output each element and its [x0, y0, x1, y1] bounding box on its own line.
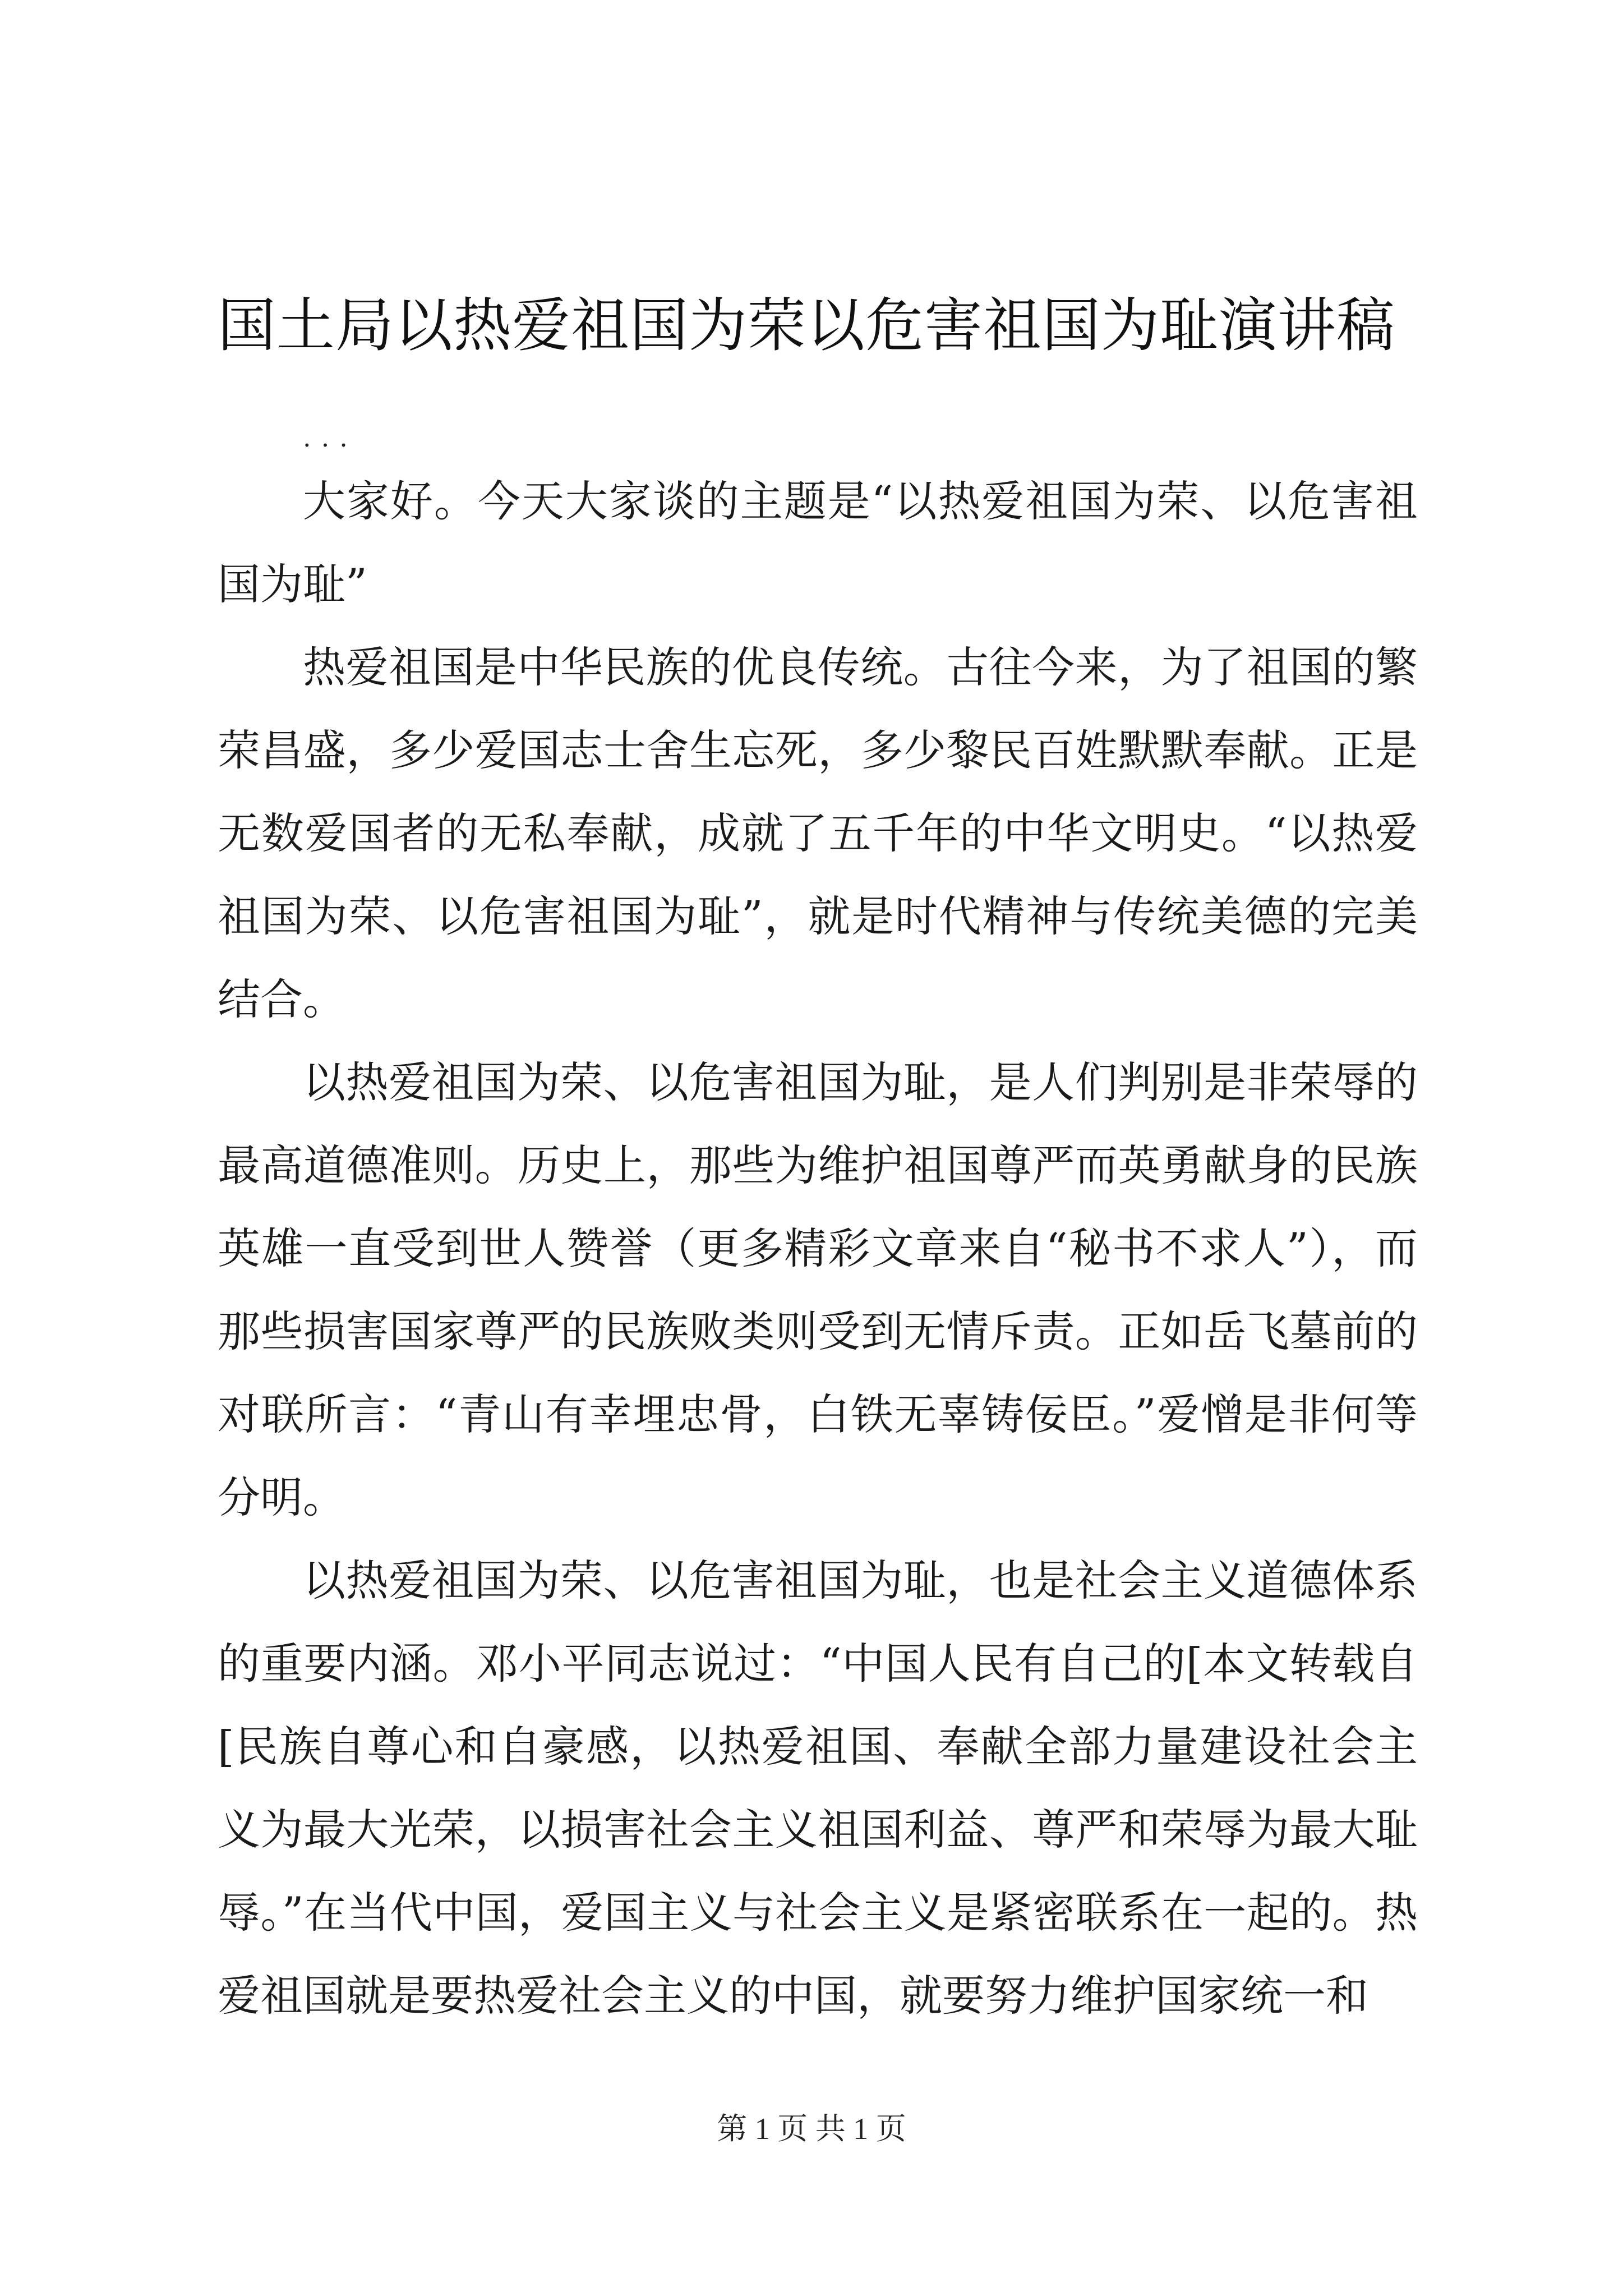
paragraph-tradition: 热爱祖国是中华民族的优良传统。古往今来，为了祖国的繁荣昌盛，多少爱国志士舍生忘死，多少黎民百姓默默奉献。正是无数爱国者的无私奉献，成就了五千年的中华文明史。“以热爱祖国为荣、以危害祖国为耻”，就是时代精神与传统美德的完美结合。	[218, 642, 1418, 1024]
document-body	[218, 460, 1418, 2037]
paragraph-socialist-morality: 以热爱祖国为荣、以危害祖国为耻，也是社会主义道德体系的重要内涵。邓小平同志说过：“中国人民有自己的[本文转载自[民族自尊心和自豪感，以热爱祖国、奉献全部力量建设社会主义为最大光荣，以损害社会主义祖国利益、尊严和荣辱为最大耻辱。”在当代中国，爱国主义与社会主义是紧密联系在一起的。热爱祖国就是要热爱社会主义的中国，就要努力维护国家统一和	[218, 1556, 1418, 2021]
paragraph-moral-standard: 以热爱祖国为荣、以危害祖国为耻，是人们判别是非荣辱的最高道德准则。历史上，那些为维护祖国尊严而英勇献身的民族英雄一直受到世人赞誉（更多精彩文章来自“秘书不求人”），而那些损害国家尊严的民族败类则受到无情斥责。正如岳飞墓前的对联所言：“青山有幸埋忠骨，白铁无辜铸佞臣。”爱憎是非何等分明。	[218, 1057, 1418, 1522]
document-title: 国土局以热爱祖国为荣以危害祖国为耻演讲稿	[218, 291, 1396, 360]
ellipsis-marker: ...	[303, 422, 358, 453]
page-number-footer: 第 1 页 共 1 页	[717, 2112, 906, 2146]
paragraph-greeting: 大家好。今天大家谈的主题是“以热爱祖国为荣、以危害祖国为耻”	[218, 476, 1418, 609]
